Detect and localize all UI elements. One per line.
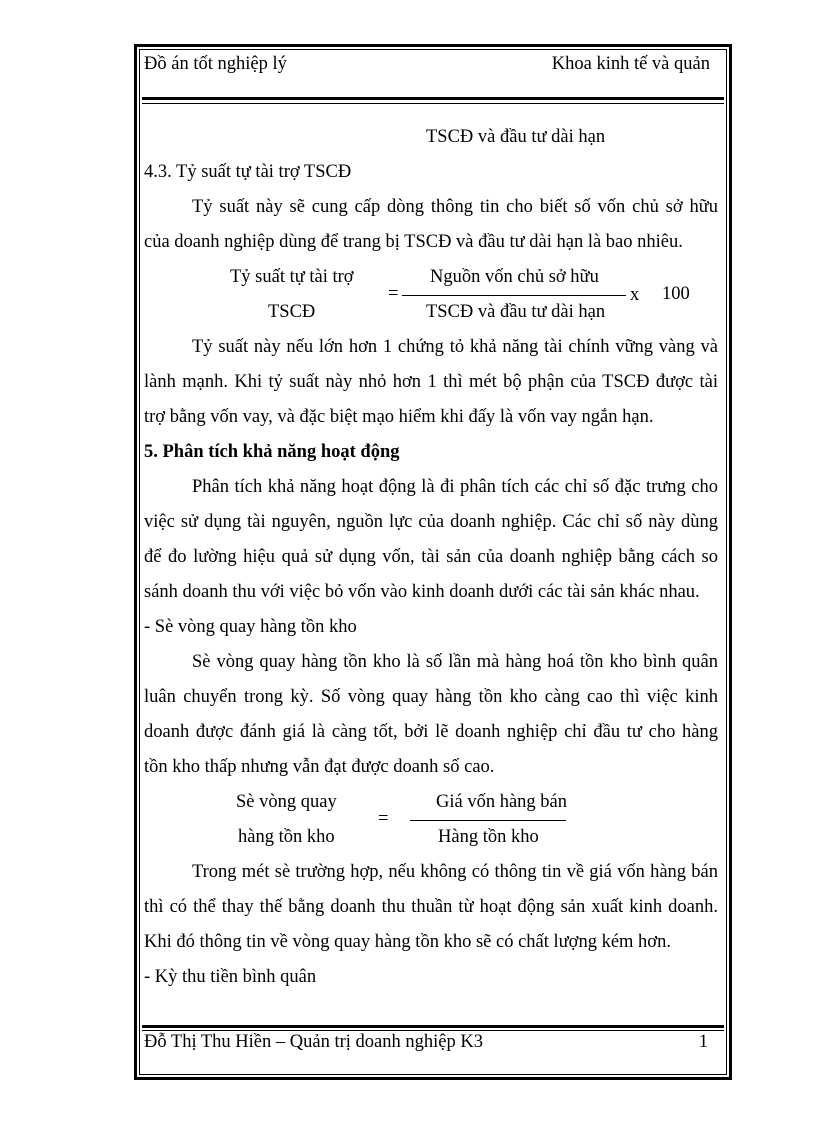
paragraph-line: Trong mét sè trường hợp, nếu không có thông tin về giá vốn hàng bán — [192, 862, 718, 882]
paragraph-line: của doanh nghiệp dùng để trang bị TSCĐ và đầu tư dài hạn là bao nhiêu. — [144, 232, 683, 252]
paragraph-line: sánh doanh thu với việc bỏ vốn vào kinh doanh dưới các tài sản khác nhau. — [144, 582, 700, 602]
formula-equals: = — [378, 809, 389, 829]
formula-label-top: Tỷ suất tự tài trợ — [230, 267, 354, 287]
paragraph-line: để đo lường hiệu quả sử dụng vốn, tài sản của doanh nghiệp bằng cách so — [144, 547, 718, 567]
page-number: 1 — [698, 1032, 708, 1052]
bullet-inventory-turnover: - Sè vòng quay hàng tồn kho — [144, 617, 357, 637]
page — [142, 50, 724, 1070]
paragraph-line: việc sử dụng tài nguyên, nguồn lực của doanh nghiệp. Các chỉ số này dùng — [144, 512, 718, 532]
bullet-average-collection-period: - Kỳ thu tiền bình quân — [144, 967, 317, 987]
paragraph-line: lành mạnh. Khi tỷ suất này nhỏ hơn 1 thì mét bộ phận của TSCĐ được tài — [144, 372, 718, 392]
footer-author: Đỗ Thị Thu Hiền – Quản trị doanh nghiệp K3 — [144, 1032, 483, 1052]
paragraph-line: Tỷ suất này nếu lớn hơn 1 chứng tỏ khả năng tài chính vững vàng và — [192, 337, 718, 357]
header-rule-thick — [142, 97, 724, 100]
formula-numerator: Nguồn vốn chủ sở hữu — [430, 267, 599, 287]
paragraph-line: tồn kho thấp nhưng vẫn đạt được doanh số cao. — [144, 757, 495, 777]
formula-label-bottom: TSCĐ — [268, 302, 316, 322]
paragraph-line: luân chuyển trong kỳ. Số vòng quay hàng tồn kho càng cao thì việc kinh — [144, 687, 718, 707]
paragraph-line: Phân tích khả năng hoạt động là đi phân tích các chỉ số đặc trưng cho — [192, 477, 718, 497]
formula-factor: 100 — [662, 284, 690, 304]
formula-numerator: Giá vốn hàng bán — [436, 792, 568, 812]
header-right-text: Khoa kinh tế và quản — [551, 54, 710, 74]
paragraph-line: Khi đó thông tin về vòng quay hàng tồn kho sẽ có chất lượng kém hơn. — [144, 932, 671, 952]
formula-label-top: Sè vòng quay — [236, 792, 337, 812]
formula-label-bottom: hàng tồn kho — [238, 827, 335, 847]
header-left-text: Đồ án tốt nghiệp lý — [144, 54, 287, 74]
formula-times: x — [630, 285, 640, 305]
formula-self-financing-ratio — [144, 260, 718, 330]
section-heading-4-3: 4.3. Tỷ suất tự tài trợ TSCĐ — [144, 162, 352, 182]
paragraph-line: trợ bằng vốn vay, và đặc biệt mạo hiểm khi đấy là vốn vay ngắn hạn. — [144, 407, 654, 427]
paragraph-line: doanh được đánh giá là càng tốt, bởi lẽ doanh nghiệp chỉ đầu tư cho hàng — [144, 722, 718, 742]
formula-equals: = — [388, 284, 399, 304]
formula-inventory-turnover — [144, 785, 718, 855]
carry-line: TSCĐ và đầu tư dài hạn — [426, 127, 606, 147]
footer-rule-thick — [142, 1025, 724, 1028]
section-heading-5: 5. Phân tích khả năng hoạt động — [144, 442, 400, 462]
document-body — [144, 120, 718, 995]
header-rule-thin — [142, 103, 724, 104]
footer-rule-thin — [142, 1030, 724, 1031]
formula-denominator: TSCĐ và đầu tư dài hạn — [426, 302, 606, 322]
formula-denominator: Hàng tồn kho — [438, 827, 539, 847]
paragraph-line: Sè vòng quay hàng tồn kho là số lần mà hàng hoá tồn kho bình quân — [192, 652, 718, 672]
paragraph-line: thì có thể thay thế bằng doanh thu thuần từ hoạt động sản xuất kinh doanh. — [144, 897, 718, 917]
paragraph-line: Tỷ suất này sẽ cung cấp dòng thông tin cho biết số vốn chủ sở hữu — [192, 197, 718, 217]
